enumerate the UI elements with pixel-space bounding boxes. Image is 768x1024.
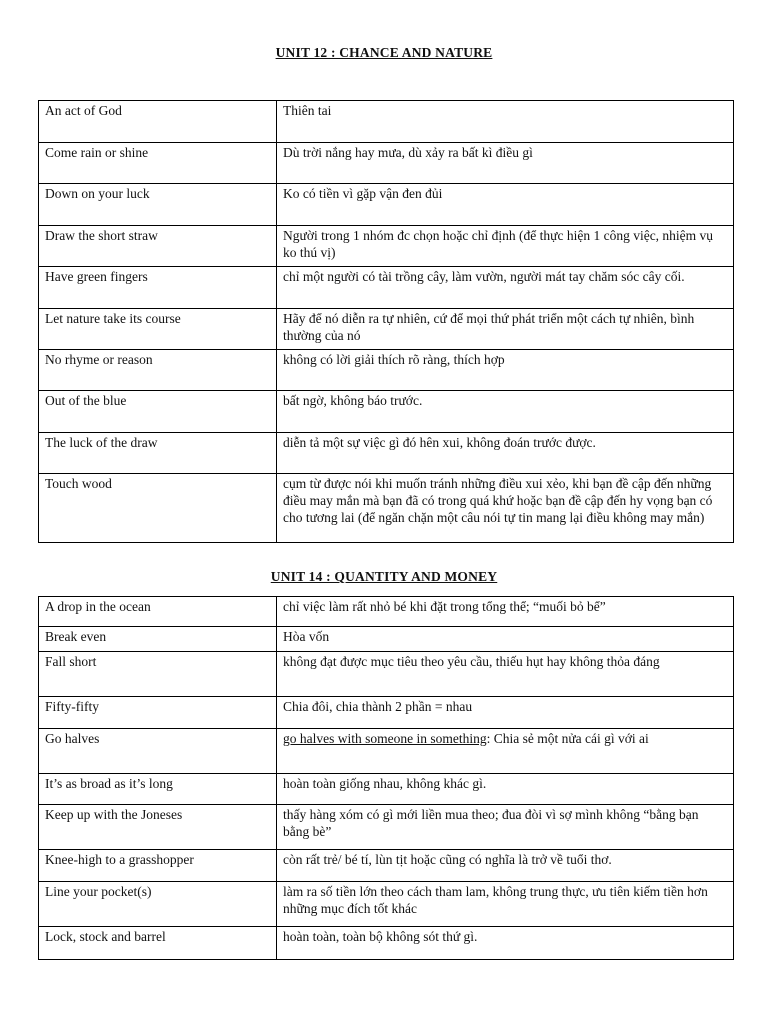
idiom-meaning: hoàn toàn, toàn bộ không sót thứ gì. bbox=[277, 927, 734, 960]
unit12-vocabulary-table bbox=[38, 100, 734, 543]
table-row bbox=[39, 882, 734, 927]
idiom-meaning: Hòa vốn bbox=[277, 627, 734, 652]
idiom-term: Keep up with the Joneses bbox=[39, 805, 277, 850]
idiom-meaning: không có lời giải thích rõ ràng, thích hợp bbox=[277, 350, 734, 391]
table-row bbox=[39, 391, 734, 433]
idiom-meaning: còn rất trẻ/ bé tí, lùn tịt hoặc cũng có nghĩa là trở về tuổi thơ. bbox=[277, 850, 734, 882]
unit12-title: UNIT 12 : CHANCE AND NATURE bbox=[275, 45, 493, 60]
table-row bbox=[39, 927, 734, 960]
table-row bbox=[39, 267, 734, 309]
idiom-term: Touch wood bbox=[39, 474, 277, 543]
table-row bbox=[39, 697, 734, 729]
idiom-term: Knee-high to a grasshopper bbox=[39, 850, 277, 882]
idiom-meaning: diễn tả một sự việc gì đó hên xui, không đoán trước được. bbox=[277, 433, 734, 474]
idiom-term: A drop in the ocean bbox=[39, 597, 277, 627]
table-row bbox=[39, 597, 734, 627]
idiom-term: Come rain or shine bbox=[39, 143, 277, 184]
idiom-meaning: chỉ việc làm rất nhỏ bé khi đặt trong tổng thể; “muối bỏ bể” bbox=[277, 597, 734, 627]
idiom-term: Have green fingers bbox=[39, 267, 277, 309]
table-row bbox=[39, 143, 734, 184]
table-row bbox=[39, 774, 734, 805]
idiom-meaning: Dù trời nắng hay mưa, dù xảy ra bất kì điều gì bbox=[277, 143, 734, 184]
idiom-meaning: không đạt được mục tiêu theo yêu cầu, thiếu hụt hay không thỏa đáng bbox=[277, 652, 734, 697]
idiom-term: Break even bbox=[39, 627, 277, 652]
table-row bbox=[39, 433, 734, 474]
idiom-meaning: cụm từ được nói khi muốn tránh những điều xui xẻo, khi bạn đề cập đến những điều may mắn mà bạn đã có trong quá khứ hoặc bạn đề cập đến hy vọng bạn có cho tương lai (để ngăn chặn một câu nói tự tin mang lại điều không may mắn) bbox=[277, 474, 734, 543]
idiom-meaning: Người trong 1 nhóm đc chọn hoặc chỉ định (để thực hiện 1 công việc, nhiệm vụ ko thú vị) bbox=[277, 226, 734, 267]
idiom-meaning: bất ngờ, không báo trước. bbox=[277, 391, 734, 433]
idiom-term: It’s as broad as it’s long bbox=[39, 774, 277, 805]
idiom-usage-pattern: go halves with someone in something bbox=[283, 731, 487, 746]
idiom-meaning: Thiên tai bbox=[277, 101, 734, 143]
idiom-meaning bbox=[277, 729, 734, 774]
idiom-term: Down on your luck bbox=[39, 184, 277, 226]
idiom-term: Draw the short straw bbox=[39, 226, 277, 267]
idiom-meaning: Ko có tiền vì gặp vận đen đủi bbox=[277, 184, 734, 226]
idiom-term: Lock, stock and barrel bbox=[39, 927, 277, 960]
table-row bbox=[39, 729, 734, 774]
table-row bbox=[39, 805, 734, 850]
idiom-meaning-text: : Chia sẻ một nửa cái gì với ai bbox=[486, 731, 649, 746]
table-row bbox=[39, 627, 734, 652]
unit14-title: UNIT 14 : QUANTITY AND MONEY bbox=[270, 569, 498, 584]
table-row bbox=[39, 309, 734, 350]
table-row bbox=[39, 652, 734, 697]
table-row bbox=[39, 184, 734, 226]
unit14-vocabulary-table bbox=[38, 596, 734, 960]
idiom-meaning: chỉ một người có tài trồng cây, làm vườn, người mát tay chăm sóc cây cối. bbox=[277, 267, 734, 309]
table-row bbox=[39, 850, 734, 882]
idiom-term: The luck of the draw bbox=[39, 433, 277, 474]
idiom-meaning: Hãy để nó diễn ra tự nhiên, cứ để mọi thứ phát triển một cách tự nhiên, bình thường của nó bbox=[277, 309, 734, 350]
idiom-term: Out of the blue bbox=[39, 391, 277, 433]
idiom-meaning: làm ra số tiền lớn theo cách tham lam, không trung thực, ưu tiên kiếm tiền hơn những mục đích tốt khác bbox=[277, 882, 734, 927]
idiom-term: Let nature take its course bbox=[39, 309, 277, 350]
idiom-term: No rhyme or reason bbox=[39, 350, 277, 391]
table-row bbox=[39, 226, 734, 267]
idiom-term: Fall short bbox=[39, 652, 277, 697]
idiom-meaning: thấy hàng xóm có gì mới liền mua theo; đua đòi vì sợ mình không “bằng bạn bằng bè” bbox=[277, 805, 734, 850]
idiom-term: Fifty-fifty bbox=[39, 697, 277, 729]
idiom-term: Line your pocket(s) bbox=[39, 882, 277, 927]
table-row bbox=[39, 101, 734, 143]
idiom-meaning: Chia đôi, chia thành 2 phần = nhau bbox=[277, 697, 734, 729]
table-row bbox=[39, 474, 734, 543]
idiom-meaning: hoàn toàn giống nhau, không khác gì. bbox=[277, 774, 734, 805]
idiom-term: Go halves bbox=[39, 729, 277, 774]
idiom-term: An act of God bbox=[39, 101, 277, 143]
table-row bbox=[39, 350, 734, 391]
